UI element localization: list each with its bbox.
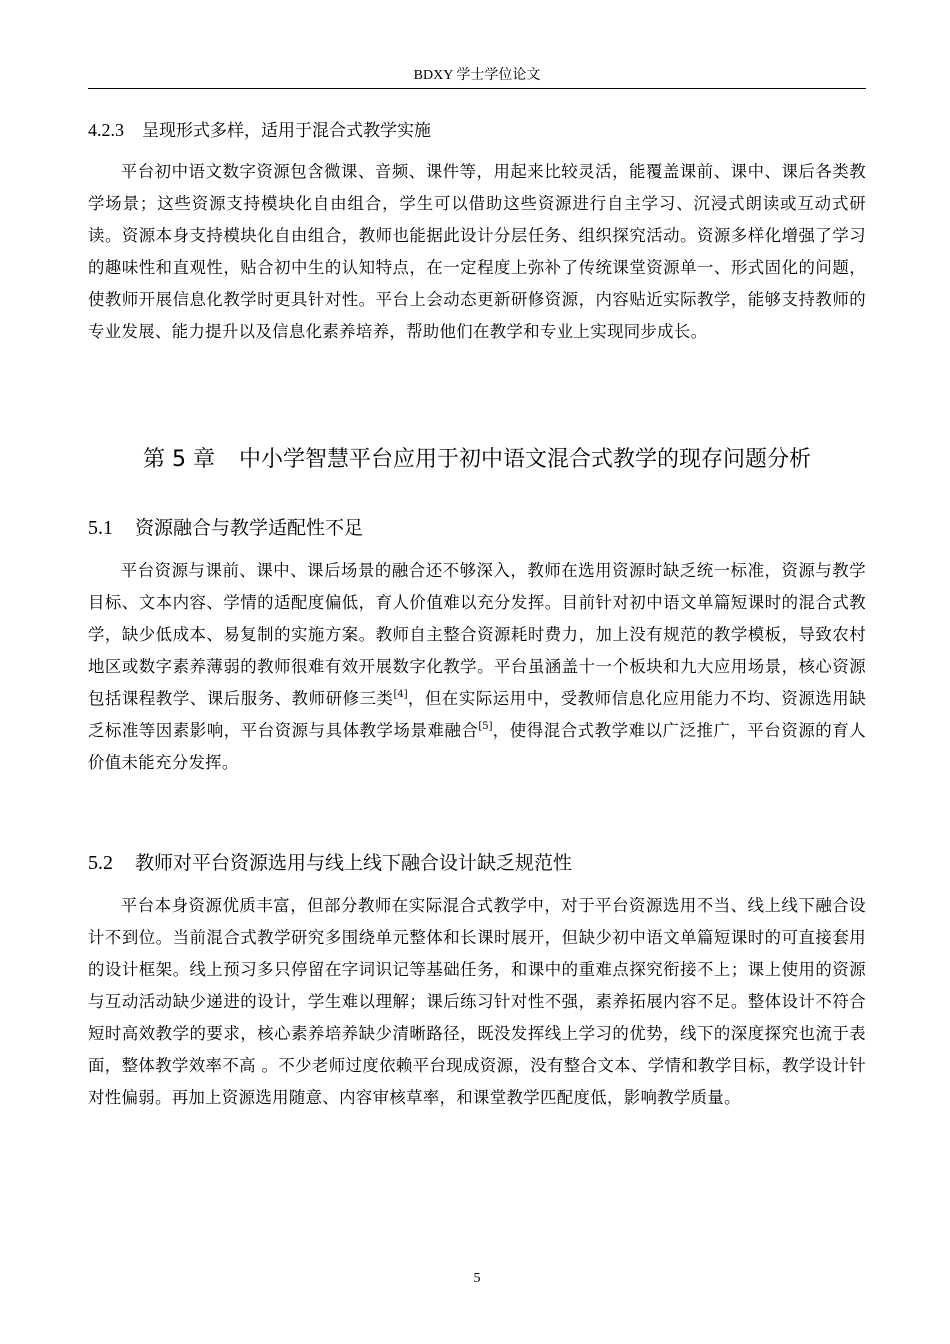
- paragraph-text: ，但在实际运用中，受教师信息化应用能力不均、资源选用缺乏标准等因素影响，平台资源与具体教学场景难融合: [88, 689, 866, 740]
- paragraph-text: 平台资源与课前、课中、课后场景的融合还不够深入，教师在选用资源时缺乏统一标准，资源与教学目标、文本内容、学情的适配度偏低，育人价值难以充分发挥。目前针对初中语文单篇短课时的混合式教学，缺少低成本、易复制的实施方案。教师自主整合资源耗时费力，加上没有规范的教学模板，导致农村地区或数字素养薄弱的教师很难有效开展数字化教学。平台虽涵盖十一个板块和九大应用场景，核心资源包括课程教学、课后服务、教师研修三类: [88, 561, 866, 708]
- running-header: BDXY 学士学位论文: [413, 68, 541, 83]
- section-title: 呈现形式多样，适用于混合式教学实施: [142, 121, 431, 141]
- header-rule: [88, 88, 866, 89]
- section-heading-5-2: [88, 849, 572, 877]
- section-number: 5.2: [88, 852, 113, 874]
- citation: [4]: [393, 689, 408, 700]
- paragraph-text: ，使得混合式教学难以广泛推广，平台资源的育人价值未能充分发挥。: [88, 721, 866, 772]
- paragraph-4-2-3: 平台初中语文数字资源包含微课、音频、课件等，用起来比较灵活，能覆盖课前、课中、课后各类教学场景；这些资源支持模块化自由组合，学生可以借助这些资源进行自主学习、沉浸式朗读或互动式研读。资源本身支持模块化自由组合，教师也能据此设计分层任务、组织探究活动。资源多样化增强了学习的趣味性和直观性，贴合初中生的认知特点，在一定程度上弥补了传统课堂资源单一、形式固化的问题，使教师开展信息化教学时更具针对性。平台上会动态更新研修资源，内容贴近实际教学，能够支持教师的专业发展、能力提升以及信息化素养培养，帮助他们在教学和专业上实现同步成长。: [88, 162, 866, 341]
- citation: [5]: [478, 721, 493, 732]
- chapter-heading: [88, 444, 866, 476]
- section-number: 4.2.3: [88, 120, 124, 140]
- section-title: 资源融合与教学适配性不足: [135, 517, 364, 539]
- section-number: 5.1: [88, 517, 113, 539]
- section-heading-5-1: [88, 514, 363, 542]
- chapter-title: 中小学智慧平台应用于初中语文混合式教学的现存问题分析: [238, 447, 811, 472]
- section-title: 教师对平台资源选用与线上线下融合设计缺乏规范性: [135, 852, 573, 874]
- chapter-label: 第 5 章: [143, 447, 215, 472]
- paragraph-5-1: [88, 555, 866, 779]
- page-number: 5: [473, 1271, 481, 1286]
- section-heading-4-2-3: [88, 117, 431, 144]
- paragraph-5-2: 平台本身资源优质丰富，但部分教师在实际混合式教学中，对于平台资源选用不当、线上线下融合设计不到位。当前混合式教学研究多围绕单元整体和长课时展开，但缺少初中语文单篇短课时的可直接套用的设计框架。线上预习多只停留在字词识记等基础任务，和课中的重难点探究衔接不上；课上使用的资源与互动活动缺少递进的设计，学生难以理解；课后练习针对性不强，素养拓展内容不足。整体设计不符合短时高效教学的要求，核心素养培养缺少清晰路径，既没发挥线上学习的优势，线下的深度探究也流于表面，整体教学效率不高 。不少老师过度依赖平台现成资源，没有整合文本、学情和教学目标，教学设计针对性偏弱。再加上资源选用随意、内容审核草率，和课堂教学匹配度低，影响教学质量。: [88, 896, 866, 1107]
